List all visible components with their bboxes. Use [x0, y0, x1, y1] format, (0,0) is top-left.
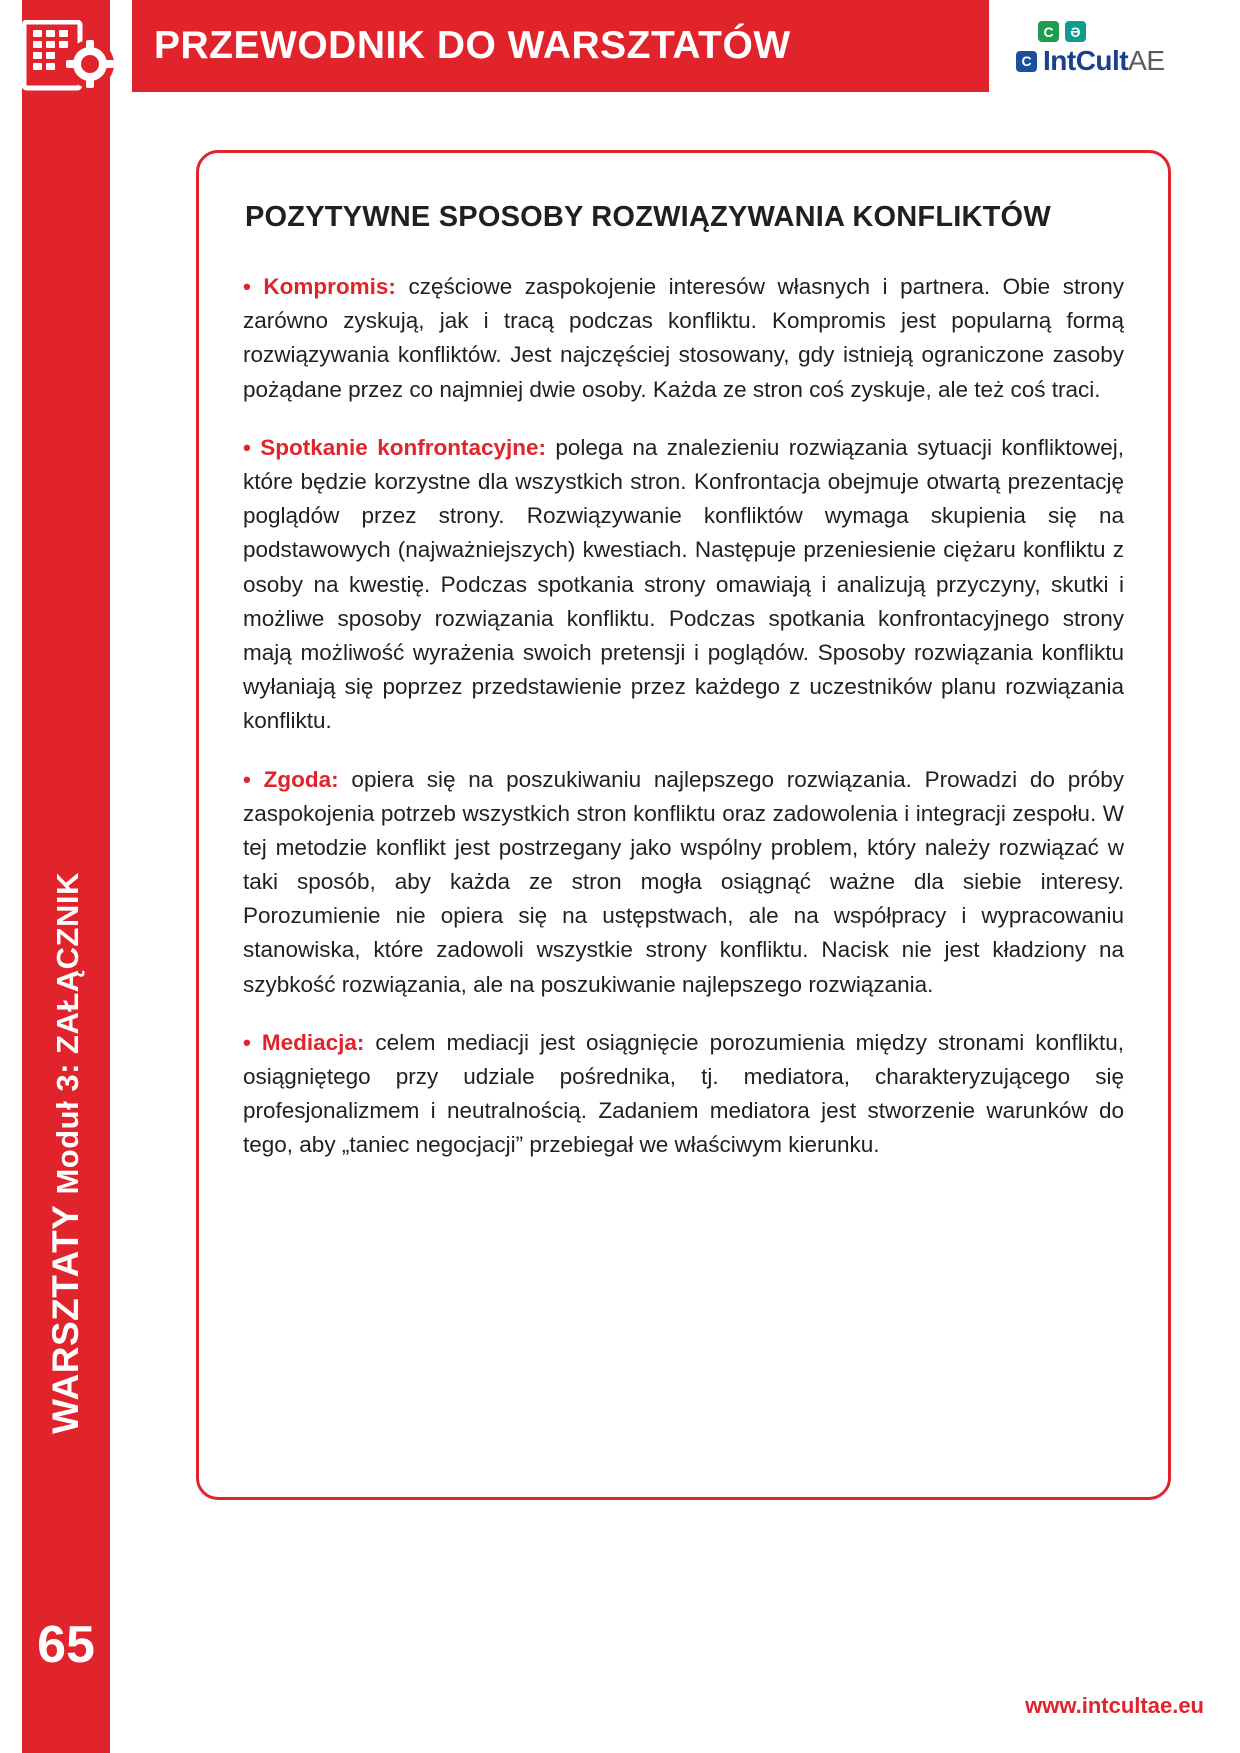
bullet-marker: •: [243, 1029, 251, 1055]
brand-name: [1043, 45, 1165, 77]
list-item-lead: Mediacja:: [261, 1029, 365, 1055]
sidebar-label-rest: Moduł 3: ZAŁĄCZNIK: [50, 872, 85, 1195]
list-item: [243, 1026, 1124, 1163]
card-title: POZYTYWNE SPOSOBY ROZWIĄZYWANIA KONFLIKTÓW: [245, 201, 1051, 233]
list-item-lead: Kompromis:: [263, 274, 396, 300]
list-item: [243, 763, 1124, 1002]
book-gear-icon: [22, 20, 118, 92]
brand-logo-chips-top: [1038, 21, 1086, 42]
brand-name-bold: IntCult: [1043, 45, 1129, 76]
list-item-text: polega na znalezieniu rozwiązania sytuacji konfliktowej, które będzie korzystne dla wszystkich stron. Konfrontacja obejmuje otwartą prezentację poglądów przez strony. Rozwiązywanie konfliktów wymaga skupienia się na podstawowych (najważniejszych) kwestiach. Następuje przeniesienie ciężaru konfliktu z osoby na kwestię. Podczas spotkania strony omawiają i analizują przyczyny, skutki i możliwe sposoby rozwiązania konfliktu. Podczas spotkania konfrontacyjnego strony mają możliwość wyrażenia swoich pretensji i poglądów. Sposoby rozwiązania konfliktu wyłaniają się poprzez przedstawienie przez każdego z uczestników planu rozwiązania konfliktu.: [243, 434, 1124, 734]
brand-logo: [1016, 18, 1212, 80]
list-item-text: opiera się na poszukiwaniu najlepszego rozwiązania. Prowadzi do próby zaspokojenia potrzeb wszystkich stron konfliktu oraz zadowolenia i integracji zespołu. W tej metodzie konflikt jest postrzegany jako wspólny problem, który należy rozwiązać w taki sposób, aby każda ze stron mogła osiągnąć ważne dla siebie interesy. Porozumienie nie opiera się na ustępstwach, ale na współpracy i wypracowaniu stanowiska, które zadowoli wszystkie strony konfliktu. Nacisk nie jest kładziony na szybkość rozwiązania, ale na poszukiwanie najlepszego rozwiązania.: [243, 766, 1124, 997]
footer-website-url[interactable]: www.intcultae.eu: [1025, 1693, 1204, 1718]
list-item-text: celem mediacji jest osiągnięcie porozumienia między stronami konfliktu, osiągniętego przy udziale pośrednika, tj. mediatora, charakteryzującego się profesjonalizmem i neutralnością. Zadaniem mediatora jest stworzenie warunków do tego, aby „taniec negocjacji” przebiegał we właściwym kierunku.: [243, 1029, 1124, 1158]
content-card: [196, 150, 1171, 1500]
brand-chip-teal: Ə: [1065, 21, 1086, 42]
list-item-lead: Zgoda:: [263, 766, 339, 792]
list-item: [243, 270, 1124, 407]
brand-name-light: AE: [1128, 45, 1165, 76]
brand-chip-blue: C: [1016, 51, 1037, 72]
list-item-text: częściowe zaspokojenie interesów własnych i partnera. Obie strony zarówno zyskują, jak i tracą podczas konfliktu. Kompromis jest popularną formą rozwiązywania konfliktów. Jest najczęściej stosowany, gdy istnieją ograniczone zasoby pożądane przez co najmniej dwie osoby. Każda ze stron coś zyskuje, ale też coś traci.: [243, 274, 1124, 402]
bullet-marker: •: [243, 434, 251, 460]
list-item-lead: Spotkanie konfrontacyjne:: [260, 434, 546, 460]
header-bar: [132, 0, 989, 92]
page-number: 65: [37, 1616, 95, 1674]
bullet-marker: •: [243, 766, 251, 792]
page-title: PRZEWODNIK DO WARSZTATÓW: [154, 24, 791, 67]
brand-logo-name-row: [1016, 45, 1165, 77]
brand-chip-green: C: [1038, 21, 1059, 42]
bullet-marker: •: [243, 274, 251, 300]
list-item: [243, 431, 1124, 739]
sidebar-label-bold: WARSZTATY: [45, 1205, 86, 1434]
sidebar-vertical-label: [22, 743, 110, 1563]
